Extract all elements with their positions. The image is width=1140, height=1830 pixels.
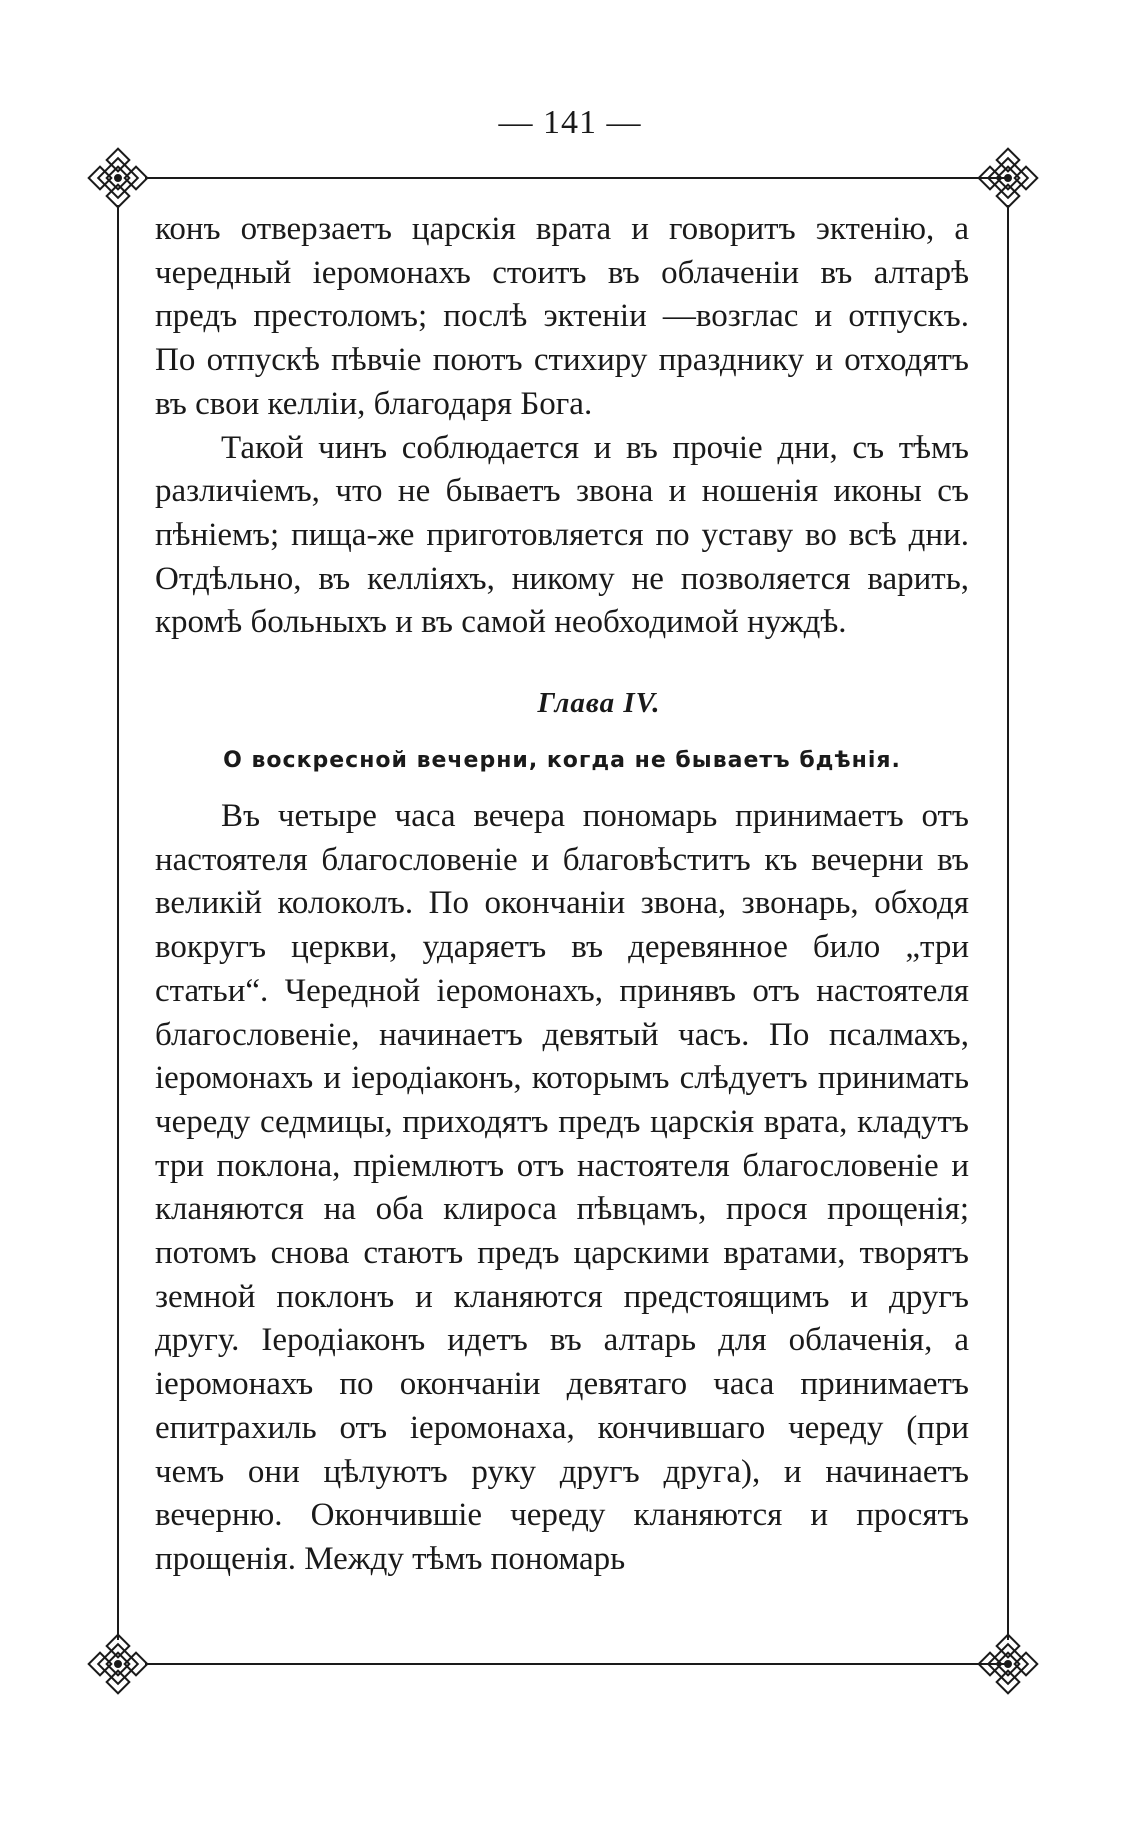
paragraph-chin: Такой чинъ соблюдается и въ прочіе дни, съ тѣмъ различіемъ, что не бываетъ звона и ношенія иконы съ пѣніемъ; пища-же приготовляется по уставу во всѣ дни. Отдѣльно, въ келліяхъ, никому не позволяется варить, кромѣ больныхъ и въ самой необходимой нуждѣ. (155, 429, 969, 641)
page-number: — 141 — (498, 104, 642, 141)
paragraph-main: Въ четыре часа вечера пономарь принимаетъ отъ настоятеля благословеніе и благовѣститъ къ вечерни въ великій колоколъ. По окончаніи звона, звонарь, обходя вокругъ церкви, ударяетъ въ деревянное било „три статьи“. Чередной іеромонахъ, принявъ отъ настоятеля благословеніе, начинаетъ девятый часъ. По псалмахъ, іеромонахъ и іеродіаконъ, которымъ слѣдуетъ принимать череду седмицы, приходятъ предъ царскія врата, кладутъ три поклона, пріемлютъ отъ настоятеля благословеніе и кланяются на оба клироса пѣвцамъ, прося прощенія; потомъ снова стаютъ предъ царскими вратами, творятъ земной поклонъ и кланяются предстоящимъ и другъ другу. Іеродіаконъ идетъ въ алтарь для облаченія, а іеромонахъ по окончаніи девятаго часа принимаетъ епитрахиль отъ іеромонаха, кончившаго череду (при чемъ они цѣлуютъ руку другъ друга), и начинаетъ вечерню. Окончившіе череду кланяются и просятъ прощенія. Между тѣмъ пономарь (155, 798, 969, 1577)
paragraph-continuation: конъ отверзаетъ царскія врата и говоритъ эктенію, а чередный іеромонахъ стоитъ въ облаченіи въ алтарѣ предъ престоломъ; послѣ эктеніи —возглас и отпускъ. По отпускѣ пѣвчіе поютъ стихиру празднику и отходятъ въ свои келліи, благодаря Бога. (155, 211, 969, 422)
corner-ornament-top-right (979, 149, 1038, 208)
corner-ornament-bottom-right (979, 1635, 1038, 1694)
corner-ornament-bottom-left (89, 1635, 148, 1694)
corner-ornament-top-left (89, 149, 148, 208)
page-body (155, 208, 969, 1582)
chapter-subtitle: О воскресной вечерни, когда не бываетъ бдѣнія. (223, 748, 901, 774)
chapter-title: Глава IV. (537, 687, 661, 720)
